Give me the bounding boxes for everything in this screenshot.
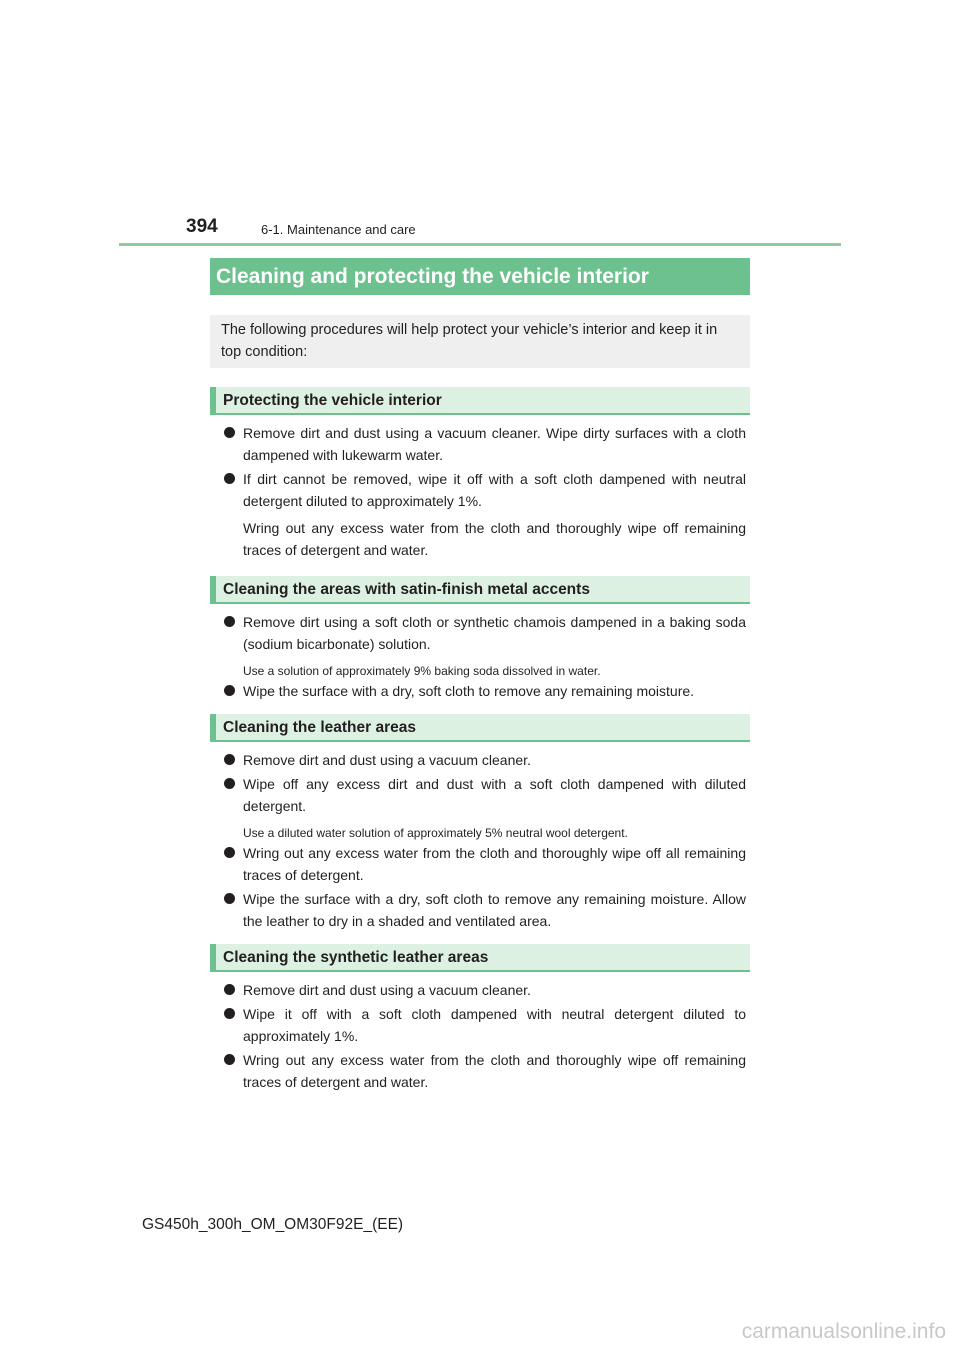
bullet-list	[210, 422, 750, 512]
bullet-icon	[224, 847, 235, 858]
list-item	[210, 888, 750, 932]
list-item	[210, 773, 750, 817]
list-item	[210, 1049, 750, 1093]
bullet-text: Wipe the surface with a dry, soft cloth to remove any remaining moisture.	[243, 683, 695, 699]
bullet-text: Wring out any excess water from the cloth and thoroughly wipe off remaining traces of detergent and water.	[243, 1052, 746, 1090]
bullet-list	[210, 680, 750, 702]
bullet-icon	[224, 1054, 235, 1065]
bullet-list	[210, 979, 750, 1093]
content	[210, 387, 750, 1093]
bullet-icon	[224, 473, 235, 484]
small-note: Use a diluted water solution of approximately 5% neutral wool detergent.	[243, 826, 628, 840]
list-item	[210, 842, 750, 886]
section-label: 6-1. Maintenance and care	[261, 222, 416, 237]
bullet-icon	[224, 893, 235, 904]
bullet-text: If dirt cannot be removed, wipe it off with a soft cloth dampened with neutral detergent diluted to approximately 1%.	[243, 471, 746, 509]
section-heading: Cleaning the synthetic leather areas	[210, 944, 750, 972]
bullet-text: Wipe off any excess dirt and dust with a soft cloth dampened with diluted detergent.	[243, 776, 746, 814]
bullet-list	[210, 749, 750, 817]
bullet-list	[210, 611, 750, 655]
list-item	[210, 979, 750, 1001]
bullet-text: Wring out any excess water from the cloth and thoroughly wipe off all remaining traces of detergent.	[243, 845, 746, 883]
bullet-icon	[224, 427, 235, 438]
bullet-icon	[224, 616, 235, 627]
bullet-icon	[224, 685, 235, 696]
bullet-icon	[224, 778, 235, 789]
section-heading: Protecting the vehicle interior	[210, 387, 750, 415]
bullet-text: Wipe it off with a soft cloth dampened with neutral detergent diluted to approximately 1%.	[243, 1006, 746, 1044]
bullet-icon	[224, 754, 235, 765]
section-heading: Cleaning the areas with satin-finish metal accents	[210, 576, 750, 604]
bullet-text: Wipe the surface with a dry, soft cloth to remove any remaining moisture. Allow the leather to dry in a shaded and ventilated area.	[243, 891, 746, 929]
bullet-list	[210, 842, 750, 932]
list-item	[210, 749, 750, 771]
header-rule	[119, 243, 841, 246]
section-heading: Cleaning the leather areas	[210, 714, 750, 742]
watermark: carmanualsonline.info	[741, 1320, 946, 1343]
list-item	[210, 468, 750, 512]
list-item	[210, 680, 750, 702]
bullet-icon	[224, 984, 235, 995]
list-item	[210, 611, 750, 655]
page-number: 394	[186, 216, 218, 237]
small-note: Use a solution of approximately 9% baking soda dissolved in water.	[243, 664, 601, 678]
bullet-icon	[224, 1008, 235, 1019]
note-text: Wring out any excess water from the cloth and thoroughly wipe off remaining traces of detergent and water.	[243, 520, 746, 558]
document-id: GS450h_300h_OM_OM30F92E_(EE)	[142, 1216, 404, 1233]
bullet-text: Remove dirt and dust using a vacuum cleaner. Wipe dirty surfaces with a cloth dampened with lukewarm water.	[243, 425, 746, 463]
list-item	[210, 422, 750, 466]
intro-box: The following procedures will help protect your vehicle’s interior and keep it in top condition:	[210, 315, 750, 368]
page-title: Cleaning and protecting the vehicle interior	[210, 258, 750, 295]
bullet-text: Remove dirt using a soft cloth or synthetic chamois dampened in a baking soda (sodium bicarbonate) solution.	[243, 614, 746, 652]
bullet-text: Remove dirt and dust using a vacuum cleaner.	[243, 752, 531, 768]
bullet-text: Remove dirt and dust using a vacuum cleaner.	[243, 982, 531, 998]
list-item	[210, 1003, 750, 1047]
